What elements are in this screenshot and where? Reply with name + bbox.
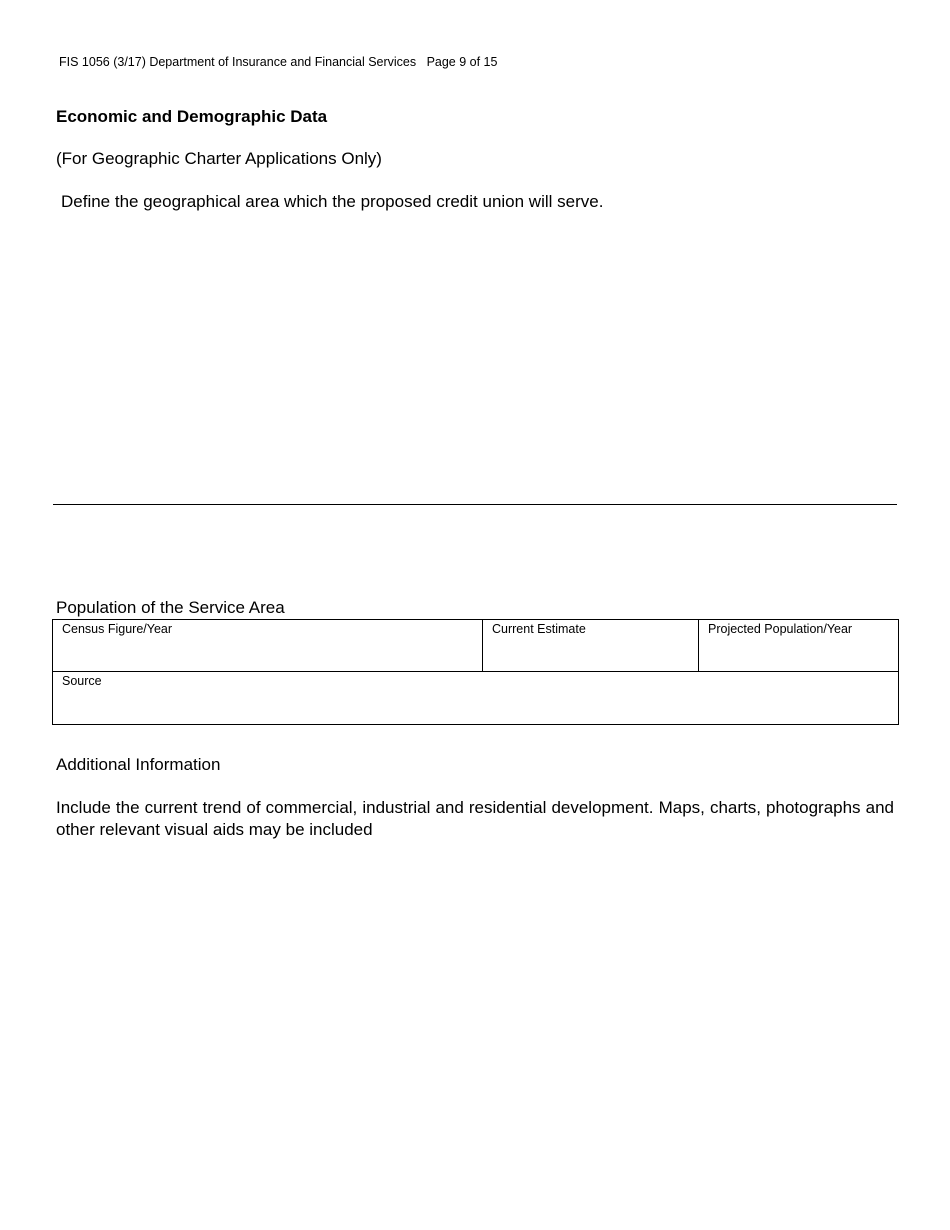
projected-population-field[interactable] (699, 620, 899, 672)
census-figure-field[interactable] (53, 620, 483, 672)
source-row (53, 672, 899, 725)
source-label: Source (62, 674, 102, 688)
additional-info-field[interactable] (53, 850, 897, 1180)
form-info: FIS 1056 (3/17) Department of Insurance and Financial Services (59, 55, 417, 69)
current-estimate-field[interactable] (483, 620, 699, 672)
population-table (52, 619, 899, 725)
page-number: Page 9 of 15 (426, 55, 498, 69)
population-row (53, 620, 899, 672)
page-header (59, 55, 497, 69)
additional-info-title: Additional Information (56, 755, 221, 774)
current-estimate-label: Current Estimate (492, 622, 586, 636)
source-field[interactable] (53, 672, 899, 725)
section-subtitle: (For Geographic Charter Applications Only) (56, 149, 382, 168)
projected-population-label: Projected Population/Year (708, 622, 853, 636)
population-label: Population of the Service Area (56, 598, 285, 617)
geographic-area-instruction: Define the geographical area which the proposed credit union will serve. (61, 192, 604, 211)
census-figure-label: Census Figure/Year (62, 622, 173, 636)
additional-info-instruction: Include the current trend of commercial, industrial and residential development. Maps, charts, photographs and other relevant visual aids may be included (56, 798, 894, 839)
section-title: Economic and Demographic Data (56, 107, 328, 126)
geographic-area-field[interactable] (53, 216, 897, 505)
